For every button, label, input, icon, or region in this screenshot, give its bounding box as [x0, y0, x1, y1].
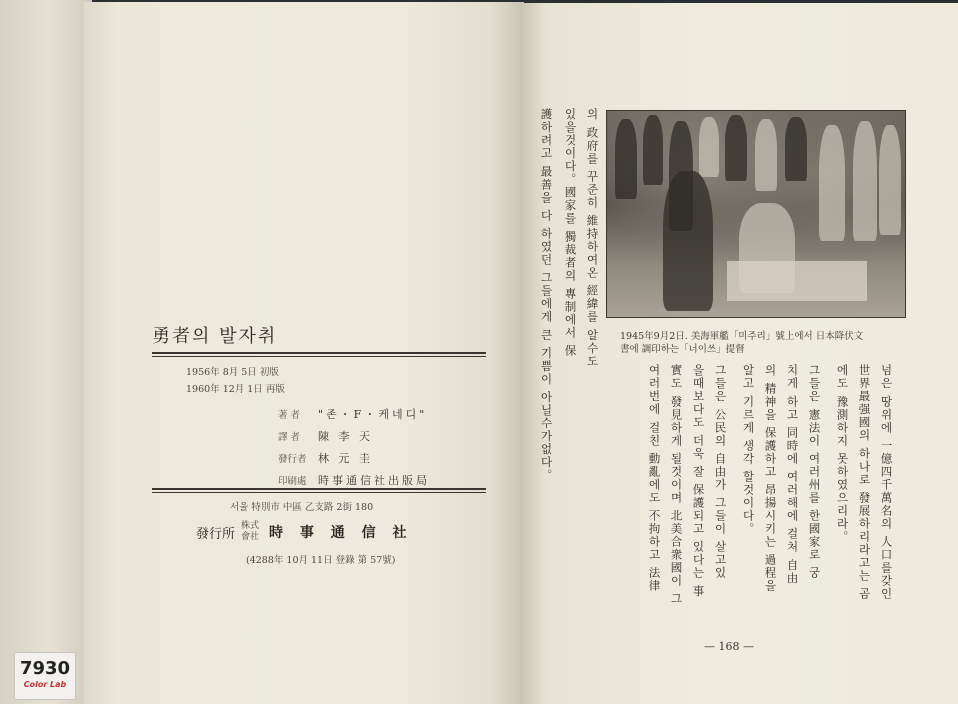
corp-line-1: 株式 [241, 521, 260, 531]
text-column: 實도 發見하게 될것이며 北美合衆國이 그 [669, 364, 684, 606]
photo-figure [725, 115, 747, 181]
credits-block [278, 404, 430, 492]
edition-first: 1956年 8月 5日 初版 [186, 367, 279, 378]
credit-role: 著 者 [278, 410, 301, 421]
registration-note: (4288年 10月 11日 登錄 第 57號) [246, 555, 396, 566]
text-column: 에도 豫測하지 못하였으리라。 [835, 364, 850, 544]
credit-name: 陳 李 天 [318, 430, 373, 443]
publisher-name: 時 事 通 信 社 [269, 525, 413, 541]
photo-figure [643, 115, 663, 185]
caption-line-2: 書에 調印하는「너이쓰」提督 [620, 344, 745, 355]
credit-role: 譯 者 [278, 432, 301, 443]
credit-publisher [278, 448, 430, 470]
photo-figure [879, 125, 901, 235]
text-column: 의 精神을 保護하고 昂揚시키는 過程을 [763, 364, 778, 593]
text-column: 알고 기르게 생각 할것이다。 [741, 364, 756, 536]
credit-role: 印刷處 [278, 476, 307, 487]
text-column: 넘은 땅위에 一億四千萬名의 人口를갖인 [879, 364, 894, 601]
credit-role: 發行者 [278, 454, 307, 465]
colophon-rule-thin [152, 492, 486, 493]
publisher-corp-mark [241, 521, 259, 543]
adjacent-page-edge [0, 0, 92, 704]
title-rule-thin [152, 356, 486, 357]
book-title: 勇者의 발자취 [152, 326, 278, 347]
text-column: 世界最强國의 하나로 發展하리라고는 곰 [857, 364, 872, 601]
corp-line-2: 會社 [241, 532, 260, 542]
credit-name: 時事通信社出版局 [318, 474, 430, 487]
publisher-address: 서울 特別市 中區 乙支路 2街 180 [230, 502, 374, 513]
page-number: — 168 — [704, 640, 754, 653]
title-rule [152, 352, 486, 354]
photo-caption [620, 330, 863, 356]
text-column: 여러번에 걸친 動亂에도 不拘하고 法律 [647, 364, 662, 593]
photo-figure [615, 119, 637, 199]
credit-name: 林 元 圭 [318, 452, 373, 465]
sticker-number: 7930 [19, 658, 71, 679]
credit-translator [278, 426, 430, 448]
credit-name: "존・F・케네디" [318, 408, 428, 421]
photo-figure [755, 119, 777, 191]
photo-figure [663, 171, 713, 311]
historical-photo [606, 110, 906, 318]
edition-second: 1960年 12月 1日 再版 [186, 384, 285, 395]
photo-figure [785, 117, 807, 181]
sticker-label: Color Lab [23, 680, 67, 689]
text-column: 의 政府를 꾸준히 維持하여온 經緯를 알수도 [585, 108, 600, 368]
colophon-rule [152, 488, 486, 490]
text-column: 그들은 公民의 自由가 그들이 살고있 [713, 364, 728, 580]
text-column: 있을것이다。國家를 獨裁者의 專制에서 保 [563, 108, 578, 358]
caption-line-1: 1945年9月2日. 美海軍艦「미주리」號上에서 日本降伏文 [620, 331, 864, 342]
text-column: 護하려고 最善을 다 하였던 그들에게 큰 기쁨이 아닐수가없다。 [539, 108, 554, 483]
photo-figure [819, 125, 845, 241]
credit-author [278, 404, 430, 426]
publisher-line [196, 521, 413, 543]
photo-figure [699, 117, 719, 177]
text-column: 을때보다도 더욱 잘 保護되고 있다는 事 [691, 364, 706, 598]
photo-figure [853, 121, 877, 241]
archive-sticker [14, 652, 76, 700]
text-column: 치게 하고 同時에 여러해에 걸처 自由 [785, 364, 800, 585]
text-column: 그들은 憲法이 여러州를 한國家로 궁 [807, 364, 822, 580]
photo-table [727, 261, 867, 301]
publisher-label: 發行所 [196, 526, 236, 542]
